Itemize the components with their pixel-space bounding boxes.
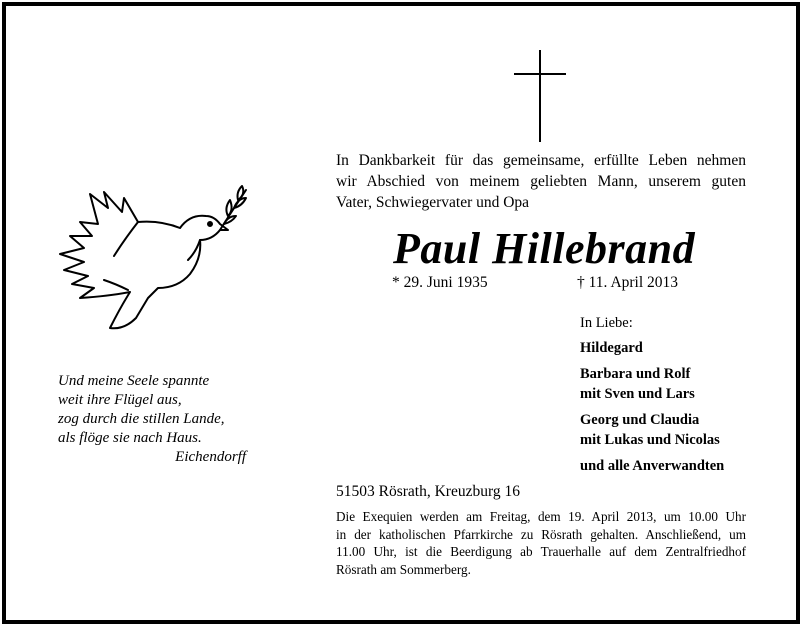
cross-icon [512,50,568,142]
family-member: und alle Anverwandten [580,458,725,474]
family-group [580,410,780,450]
family-member: Barbara und Rolf [580,366,691,382]
address: 51503 Rösrath, Kreuzburg 16 [336,483,520,500]
family-member: Georg und Claudia [580,412,700,428]
deceased-name: Paul Hillebrand [393,224,696,273]
death-date: † 11. April 2013 [577,274,679,291]
poem [58,372,258,467]
intro-text [336,150,746,213]
notice-line: in der katholischen Pfarrkirche zu Rösrath gehalten. Anschließend, um [336,526,746,542]
notice-line: 11.00 Uhr, ist die Beerdigung ab Trauerhalle auf dem Zentralfriedhof [336,544,746,559]
poem-author: Eichendorff [175,449,246,465]
poem-line: zog durch die stillen Lande, [58,411,225,427]
family-group [580,338,780,358]
family-member: mit Lukas und Nicolas [580,432,720,448]
family-group [580,364,780,404]
family-member: mit Sven und Lars [580,386,695,402]
poem-line: weit ihre Flügel aus, [58,392,182,408]
family-signatures [580,313,780,482]
funeral-notice [336,508,746,578]
family-group [580,456,780,476]
intro-line: In Dankbarkeit für das gemeinsame, erfüllte Leben nehmen [336,152,746,169]
intro-line: wir Abschied von meinem geliebten Mann, unserem guten [336,173,746,190]
notice-line: Die Exequien werden am Freitag, dem 19. April 2013, um 10.00 Uhr [336,509,746,524]
family-member: Hildegard [580,340,643,356]
intro-line: Vater, Schwiegervater und Opa [336,194,530,211]
dove-with-olive-branch-icon [50,180,260,340]
poem-line: als flöge sie nach Haus. [58,430,202,446]
family-lead: In Liebe: [580,315,633,331]
birth-date: * 29. Juni 1935 [392,274,488,291]
notice-line: Rösrath am Sommerberg. [336,561,471,577]
poem-line: Und meine Seele spannte [58,373,210,389]
